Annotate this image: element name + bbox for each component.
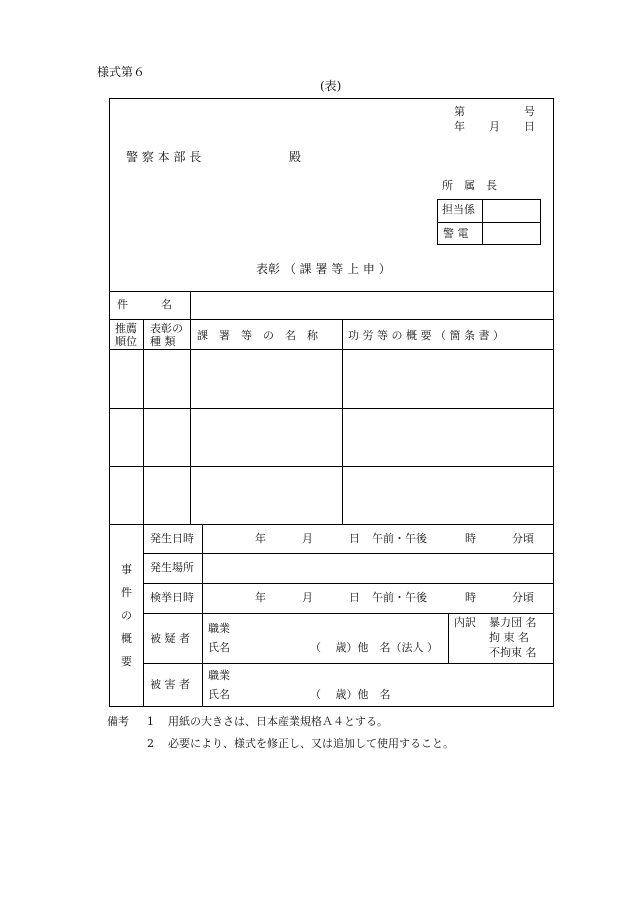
form-side-label: (表)	[320, 79, 342, 93]
number-label: 第	[454, 105, 465, 118]
contact-section-label: 担当係	[442, 203, 475, 216]
form-title: 表彰 （ 課 署 等 上 申 ）	[256, 262, 391, 276]
number-suffix: 号	[524, 105, 535, 118]
arrest-day: 日	[349, 591, 360, 604]
occurrence-datetime-label: 発生日時	[150, 532, 194, 545]
occurrence-day: 日	[349, 532, 360, 545]
note-2-text: 必要により、様式を修正し、又は追加して使用すること。	[168, 737, 454, 750]
col-merit-summary: 功 労 等 の 概 要 （ 箇 条 書 ）	[348, 329, 504, 342]
incident-label-3: の	[121, 609, 132, 622]
victim-label: 被 害 者	[150, 678, 190, 691]
date-day-label: 日	[524, 120, 535, 133]
breakdown-gang: 暴力団 名	[489, 616, 537, 629]
arrest-hour: 時	[465, 591, 476, 604]
occurrence-year: 年	[255, 532, 266, 545]
honorific: 殿	[289, 150, 302, 164]
form-number: 様式第６	[97, 65, 146, 79]
occurrence-hour: 時	[465, 532, 476, 545]
incident-label-1: 事	[121, 563, 132, 576]
victim-name-label: 氏名	[208, 688, 230, 701]
arrest-minute: 分頃	[512, 591, 534, 604]
col-rank-line2: 順位	[115, 335, 137, 348]
breakdown-detained: 拘 束 名	[489, 631, 529, 644]
notes-label: 備考	[107, 715, 129, 728]
victim-occupation-label: 職業	[208, 669, 230, 682]
arrest-month: 月	[302, 591, 313, 604]
col-unit-name: 課 署 等 の 名 称	[197, 329, 318, 342]
breakdown-label: 内訳	[454, 616, 476, 629]
police-phone-label: 警 電	[443, 227, 469, 240]
breakdown-not-detained: 不拘束 名	[489, 646, 537, 659]
arrest-datetime-label: 検挙日時	[150, 591, 194, 604]
incident-label-4: 概	[121, 632, 132, 645]
suspect-occupation-label: 職業	[208, 622, 230, 635]
victim-age-count: （ 歳）他 名	[310, 688, 391, 701]
case-name-label: 件 名	[117, 298, 172, 311]
occurrence-ampm: 午前・午後	[372, 532, 427, 545]
note-1-text: 用紙の大きさは、日本産業規格Ａ４とする。	[168, 715, 388, 728]
date-year-label: 年	[454, 120, 465, 133]
addressee: 警 察 本 部 長	[126, 150, 202, 164]
col-award-type-line2: 種 類	[150, 335, 176, 348]
note-1-number: 1	[147, 715, 154, 728]
col-award-type-line1: 表彰の	[150, 322, 183, 335]
suspect-label: 被 疑 者	[150, 632, 190, 645]
date-month-label: 月	[489, 120, 500, 133]
arrest-year: 年	[255, 591, 266, 604]
occurrence-place-label: 発生場所	[150, 561, 194, 574]
incident-label-5: 要	[121, 655, 132, 668]
affiliation-head-label: 所 属 長	[442, 179, 497, 192]
occurrence-month: 月	[302, 532, 313, 545]
col-rank-line1: 推薦	[115, 322, 137, 335]
occurrence-minute: 分頃	[512, 532, 534, 545]
suspect-age-count: （ 歳）他 名（法人 ）	[310, 641, 438, 654]
suspect-name-label: 氏名	[208, 641, 230, 654]
note-2-number: 2	[147, 737, 154, 750]
arrest-ampm: 午前・午後	[372, 591, 427, 604]
incident-label-2: 件	[121, 586, 132, 599]
